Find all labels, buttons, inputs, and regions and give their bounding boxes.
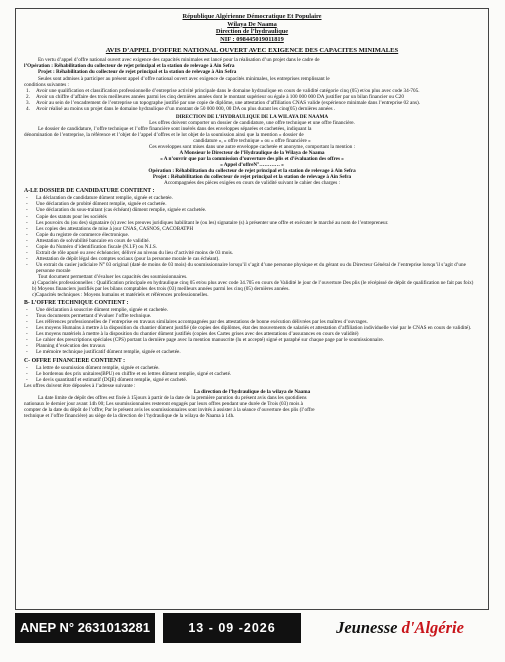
- direction-line: dénomination de l’entreprise, la référence et l’objet de l’appel d’offres et le lot objet de la soumission ainsi que la mention « dossier de: [24, 131, 304, 138]
- list-item: - Le cahier des prescriptions spéciales (CPS) portant la dernière page avec la mention manuscrite (lu et accepté) signé et paraphé sur chaque page par le soumissionnaire.: [26, 337, 385, 344]
- list-item: - Le devis quantitatif et estimatif (DQE) dûment remplie, signé et cacheté.: [26, 376, 187, 383]
- direction-line: « A n’ouvrir que par la commission d’ouverture des plis et d’évaluation des offres »: [160, 156, 344, 163]
- section-a-sub: b) Moyens financiers justifiés par les bilans comptables des trois (03) meilleurs années parmi les cinq (05) dernières années.: [32, 286, 290, 293]
- list-item: - Les références professionnelles de l’entreprise en travaux similaires accompagnées par des attestations de bonne exécution délivrées par les maîtres d’ouvrages.: [26, 319, 368, 326]
- section-a-list: [24, 195, 480, 274]
- newspaper-logo: [311, 613, 489, 643]
- logo-text-algerie: d'Algérie: [401, 618, 464, 637]
- direction-heading: DIRECTION DE L’HYDRAULIQUE DE LA WILAYA DE NAAMA: [175, 113, 329, 120]
- list-item: - Une déclaration de probité dûment remplie, signée et cachetée.: [26, 201, 167, 208]
- condition-item: 2. Avoir un chiffre d’affaire des trois meilleures années parmi les cinq dernières années dont le montant supérieur ou égale à 100 000 000 DA justifier par un bilan financier ou C20: [26, 93, 404, 100]
- list-item: - Extrait de rôle apuré ou avec échéancier, délivré au niveau du lieu d’activité moins de 03 mois.: [26, 249, 234, 256]
- list-item: - Les moyens Humains à mettre à la disposition du chantier dûment justifié (de copies des diplômes, état des mouvements de salariés et attestation d’affiliation individuelle visé par le CNAS en cours de validité).: [26, 325, 472, 332]
- direction-line: A Monsieur le Directeur de l’Hydraulique de la Wilaya de Naama: [179, 150, 325, 157]
- intro-line: En vertu d’appel d’offre national ouvert avec exigence des capacités minimales est lancé pour la réalisation d’un projet dans le cadre de: [38, 57, 320, 64]
- list-item: - Les copies des attestations de mise à jour CNAS, CASNOS, CACOBATPH: [26, 225, 194, 232]
- list-item: - Une déclaration à souscrire dûment remplie, signée et cachetée.: [26, 307, 168, 314]
- list-item: - Attestation de dépôt légal des comptes sociaux (pour la personne morale le cas échéant).: [26, 255, 220, 262]
- list-item: - Le bordereau des prix unitaires(BPU) en chiffre et en lettres dûment remplie, signé et cacheté.: [26, 370, 232, 377]
- section-a-note: Tout document permettant d’évaluer les capacités des soumissionnaires.: [38, 273, 188, 280]
- direction-line: Accompagnées des pièces exigées en cours de validité suivant le cahier des charges :: [163, 180, 341, 187]
- header-nif: NIF : 098445019011819: [220, 35, 284, 43]
- conditions-list: [24, 88, 480, 112]
- section-a-title: A-LE DOSSIER DE CANDIDATURE CONTIENT :: [24, 188, 155, 195]
- condition-item: 4. Avoir réalisé au moins un projet dans le domaine hydraulique d’un montant de 50 000 000, 00 DA ou plus durant les cinq(05) dernières années .: [26, 105, 336, 112]
- intro-line: Projet : Réhabilitation du collecteur de rejet principal et la station de relevage à Ain Sefra: [38, 69, 237, 76]
- closing-line: La date limite de dépôt des offres est fixée à 15jours à partir de la date de la première parution du présent avis dans les quotidiens: [38, 394, 307, 401]
- list-item: - Attestation de solvabilité bancaire en cours de validité.: [26, 237, 150, 244]
- section-a-sub: c)Capacités techniques : Moyens humains et matériels et références professionnelles.: [32, 292, 209, 299]
- direction-line: Les offres doivent comporter un dossier de candidature, une offre technique et une offre financière.: [149, 119, 355, 126]
- closing-line: technique et l’offre financière) au siège de la direction de l’hydraulique de la wilaya de Naama à 14h.: [24, 412, 235, 419]
- section-a-sub: a) Capacités professionnelles : Qualification principale en hydraulique cinq 05 et/ou plus avec code 34.705 en cours de Validité le jour de l’ouverture Des plis (le récépissé de dépôt de qualification ne fait pas foix): [32, 280, 474, 287]
- anep-number: ANEP N° 2631013281: [15, 613, 155, 643]
- section-c-list: [24, 365, 480, 383]
- list-item: - Les pouvoirs du (ou des) signataire (s) avec les preuves juridiques habilitant le (ou les) signataire (s) à présenter une offre et exécuter le marché au nom de l’entrepreneur.: [26, 219, 389, 226]
- direction-line: Ces enveloppes sont mises dans une autre enveloppe cachetée et anonyme, comportant la mention :: [148, 144, 356, 151]
- header-wilaya: Wilaya De Naama: [227, 20, 277, 28]
- closing-line: compter de la date du dépôt de l’offre; Par le présent avis les soumissionnaires sont invités à assister à la séance d’ouverture des plis (l’offre: [24, 406, 315, 413]
- intro-line: Seules sont admises à participer au présent appel d’offre national ouvert avec exigence de capacités minimales, les entreprises remplissant le: [38, 75, 330, 82]
- section-c-title: C- OFFRE FINANCIERE CONTIENT :: [24, 357, 126, 364]
- direction-line: Projet : Réhabilitation du collecteur de rejet principal et la station de relevage à Ain Sefra: [152, 174, 352, 181]
- list-item: - Copie du registre de commerce électronique.: [26, 231, 130, 238]
- footer-bar: [15, 613, 489, 643]
- intro-line: conditions suivantes :: [24, 81, 69, 88]
- header-republic: République Algérienne Démocratique Et Populaire: [182, 13, 322, 20]
- condition-item: 1. Avoir une qualification et classification professionnelle d’entreprise activité principale dans le domaine hydraulique en cours de validité catégorie cinq (05) et/ou plus avec code 34-705.: [26, 87, 420, 94]
- list-item: - Copie des statuts pour les sociétés: [26, 213, 107, 220]
- list-item: - Les moyens matériels à mettre à la disposition du chantier dûment justifiés (copies des Cartes grises avec des attestations d’assurances en cours de validité): [26, 331, 359, 338]
- list-item: - Tous documents permettant d’évaluer l’offre technique.: [26, 313, 152, 320]
- direction-line: Opération : Réhabilitation du collecteur de rejet principal et la station de relevage à Ain Sefra: [148, 168, 356, 175]
- list-item: - La lettre de soumission dûment remplie, signée et cachetée.: [26, 364, 160, 371]
- list-item: - Copie du Numéro d’identification fiscale (N.I.F) ou N.I.S.: [26, 243, 158, 250]
- list-item: - Une déclaration du sous-traitant (cas échéant) dûment remplie, signée et cachetée.: [26, 207, 207, 214]
- intro-line: l’Opération : Réhabilitation du collecteur de rejet principal et la station de relevage à Ain Sefra: [24, 63, 235, 70]
- deposit-destination: La direction de l’hydraulique de la wilaya de Naama: [193, 388, 311, 395]
- list-item: - La déclaration de candidature dûment remplie, signée et cachetée.: [26, 195, 173, 202]
- list-item: - Planning d’exécution des travaux: [26, 343, 106, 350]
- list-item: - Le mémoire technique justificatif dûment remplie, signée et cachetée.: [26, 349, 181, 356]
- closing-line: nationaux le dernier jour avant 14h 00; Les soumissionnaires resteront engagés par leurs offres pendant une durée de Trois (03) mois à: [24, 400, 303, 407]
- avis-title: AVIS D’APPEL D’OFFRE NATIONAL OUVERT AVEC EXIGENCE DES CAPACITES MINIMALES: [105, 47, 399, 55]
- list-item: - Un extrait du casier judiciaire N° 03 original (daté de moins de 03 mois) du soumissionnaire lorsqu’il s’agit d’une personne physique et du gérant ou du Directeur Général de l’entreprise lorsqu’il s’agit d’une personne morale: [26, 261, 466, 274]
- direction-line: Le dossier de candidature, l’offre technique et l’offre financière sont insérés dans des enveloppes séparées et cachetées, indiquant la: [38, 125, 312, 132]
- section-b-list: [24, 307, 480, 355]
- direction-line: « Appel d’offreN°………… »: [220, 162, 284, 169]
- direction-line: candidature », « offre technique » ou « offre financière »: [193, 137, 311, 144]
- header-direction: Direction de l’hydraulique: [215, 28, 289, 36]
- publication-date: 13 - 09 -2026: [163, 613, 301, 643]
- condition-item: 3. Avoir au sein de l’encadrement de l’entreprise un topographe justifié par une copie de diplôme, une attestation d’affiliation CNAS valide (expérience minimale dans l’entreprise 02 ans).: [26, 99, 420, 106]
- section-b-title: B- L’OFFRE TECHNIQUE CONTIENT :: [24, 300, 129, 307]
- header-block: [24, 13, 480, 43]
- announcement-frame: [15, 8, 489, 610]
- logo-text-jeunesse: Jeunesse: [336, 618, 402, 637]
- deposit-line: Les offres doivent être déposées à l’adresse suivante :: [24, 382, 136, 389]
